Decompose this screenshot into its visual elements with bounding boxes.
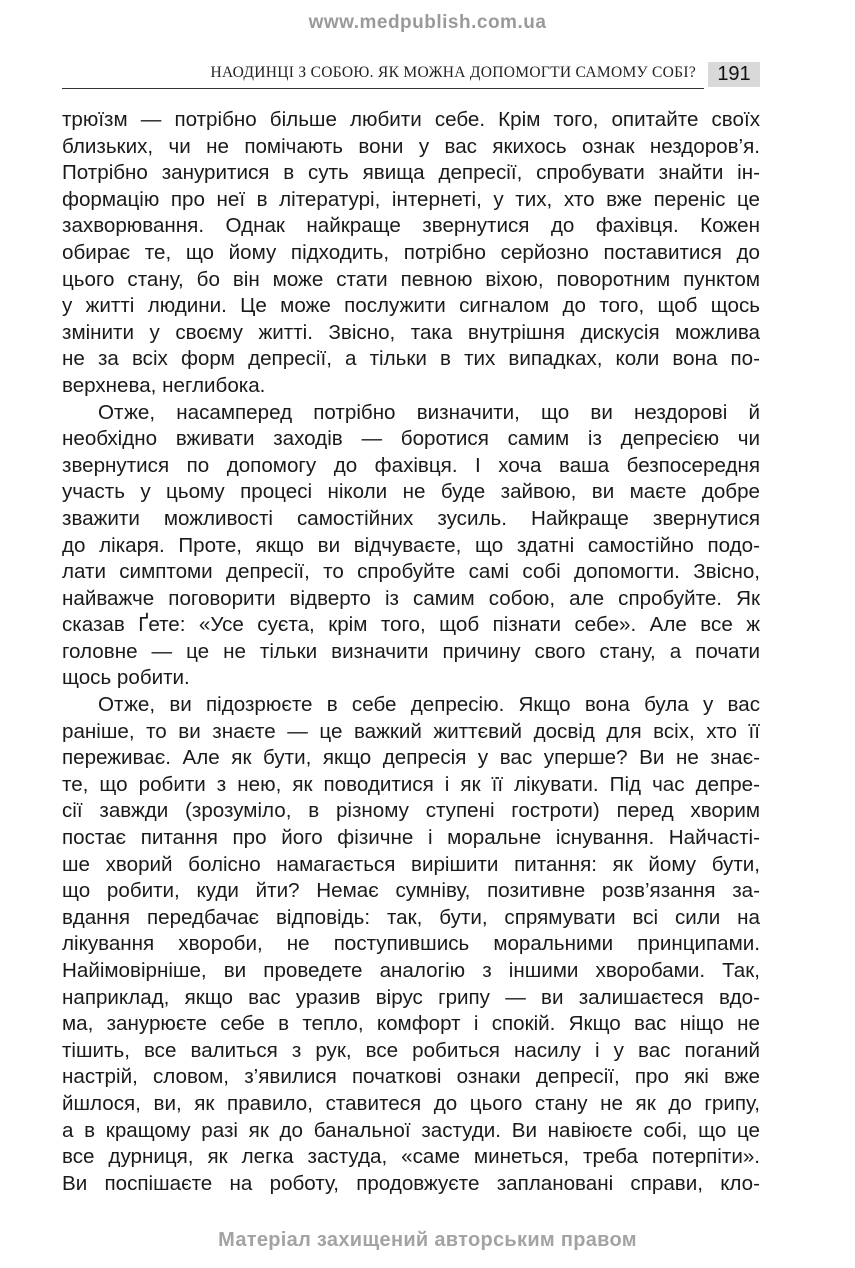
paragraph-line: змінити у своєму житті. Звісно, така внутрішня дискусія можлива — [62, 320, 760, 344]
paragraph-line: раніше, то ви знаєте — це важкий життєвий досвід для всіх, хто її — [62, 719, 760, 743]
paragraph-line: захворювання. Однак найкраще звернутися до фахівця. Кожен — [62, 214, 760, 238]
paragraph-line: не за всіх форм депресії, а тільки в тих випадках, коли вона по- — [62, 347, 760, 371]
paragraph-line: верхнева, неглибока. — [62, 373, 266, 397]
body-text — [62, 107, 760, 1197]
paragraph-line: що робити, куди йти? Немає сумніву, позитивне розв’язання за- — [62, 879, 760, 903]
paragraph-line: йшлося, ви, як правило, ставитеся до цього стану не як до грипу, — [62, 1091, 760, 1115]
paragraph-line: наприклад, якщо вас уразив вірус грипу — ви залишаєтеся вдо- — [62, 985, 760, 1009]
paragraph-line: лати симптоми депресії, то спробуйте самі собі допомогти. Звісно, — [62, 560, 760, 584]
paragraph-line: цього стану, бо він може стати певною віхою, поворотним пунктом — [62, 267, 760, 291]
running-title: НАОДИНЦІ З СОБОЮ. ЯК МОЖНА ДОПОМОГТИ САМОМУ СОБІ? — [210, 64, 696, 81]
running-header — [62, 62, 760, 90]
header-rule — [62, 88, 704, 89]
paragraph-line: сії завжди (зрозуміло, в різному ступені гостроти) перед хворим — [62, 799, 760, 823]
paragraph-line: головне — це не тільки визначити причину свого стану, а почати — [62, 639, 760, 663]
paragraph-line: близьких, чи не помічають вони у вас якихось ознак нездоров’я. — [62, 134, 760, 158]
paragraph-line: формацію про неї в літературі, інтернеті, у тих, хто вже переніс це — [62, 187, 760, 211]
paragraph-line: щось робити. — [62, 666, 190, 690]
paragraph-line: переживає. Але як бути, якщо депресія у вас уперше? Ви не знає- — [62, 746, 760, 770]
paragraph-line: ше хворий болісно намагається вирішити питання: як йому бути, — [62, 852, 760, 876]
paragraph-line: те, що робити з нею, як поводитися і як її лікувати. Під час депре- — [62, 772, 760, 796]
watermark-bottom: Матеріал захищений авторським правом — [218, 1229, 637, 1251]
paragraph-line: тішить, все валиться з рук, все робиться насилу і у вас поганий — [62, 1038, 760, 1062]
paragraph-line: найважче поговорити відверто із самим собою, але спробуйте. Як — [62, 586, 760, 610]
paragraph-line: Отже, ви підозрюєте в себе депресію. Якщо вона була у вас — [98, 693, 760, 717]
paragraph-line: настрій, словом, з’явилися початкові ознаки депресії, про які вже — [62, 1065, 760, 1089]
paragraph-line: вдання передбачає відповідь: так, бути, спрямувати всі сили на — [62, 905, 760, 929]
paragraph-line: до лікаря. Проте, якщо ви відчуваєте, що здатні самостійно подо- — [62, 533, 760, 557]
paragraph-line: Потрібно зануритися в суть явища депресії, спробувати знайти ін- — [62, 161, 760, 185]
paragraph-line: необхідно вживати заходів — боротися самим із депресією чи — [62, 427, 760, 451]
paragraph-line: трюїзм — потрібно більше любити себе. Крім того, опитайте своїх — [62, 108, 760, 131]
page-number: 191 — [708, 62, 760, 87]
paragraph-line: постає питання про його фізичне і моральне існування. Найчасті- — [62, 826, 760, 850]
paragraph-line: Найімовірніше, ви проведете аналогію з іншими хворобами. Так, — [62, 959, 760, 982]
paragraph-line: а в кращому разі як до банальної застуди. Ви навіюєте собі, що це — [62, 1118, 760, 1142]
paragraph-line: у житті людини. Це може послужити сигналом до того, щоб щось — [62, 294, 760, 318]
paragraph-line: все дурниця, як легка застуда, «саме минеться, треба потерпіти». — [62, 1145, 760, 1169]
paragraph-line: сказав Ґете: «Усе суєта, крім того, щоб пізнати себе». Але все ж — [62, 613, 760, 637]
watermark-top: www.medpublish.com.ua — [308, 12, 547, 33]
paragraph-line: участь у цьому процесі ніколи не буде зайвою, ви маєте добре — [62, 480, 760, 504]
paragraph-line: Ви поспішаєте на роботу, продовжуєте заплановані справи, кло- — [62, 1171, 760, 1195]
paragraph-line: лікування хвороби, не поступившись моральними принципами. — [62, 932, 760, 956]
paragraph-line: обирає те, що йому підходить, потрібно серйозно поставитися до — [62, 240, 760, 264]
paragraph-line: зважити можливості самостійних зусиль. Найкраще звернутися — [62, 506, 760, 530]
paragraph-line: Отже, насамперед потрібно визначити, що ви нездорові й — [98, 400, 760, 424]
paragraph-line: звернутися по допомогу до фахівця. І хоча ваша безпосередня — [62, 453, 760, 477]
paragraph-line: ма, занурюєте себе в тепло, комфорт і спокій. Якщо вас ніщо не — [62, 1012, 760, 1036]
